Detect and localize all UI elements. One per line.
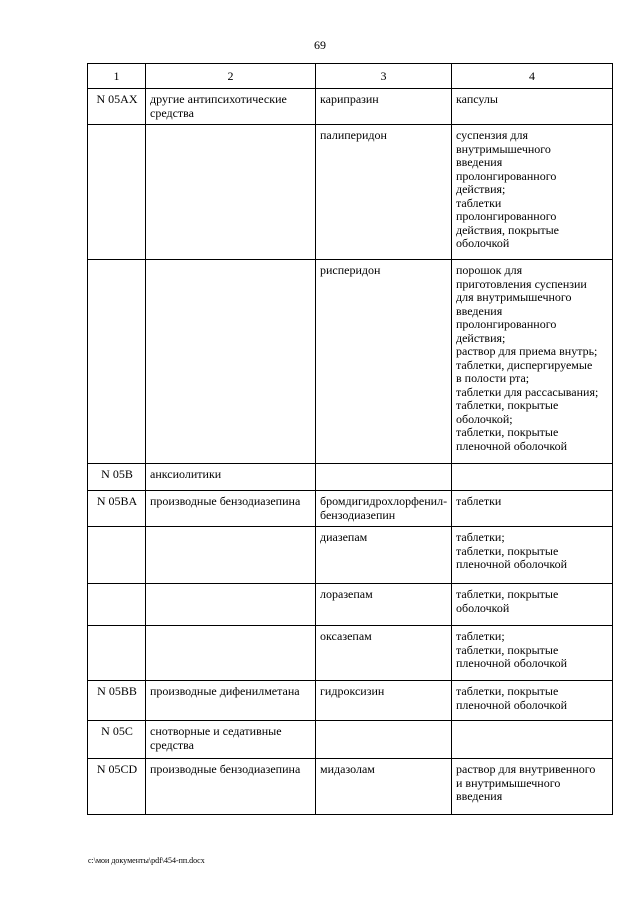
table-row bbox=[88, 464, 613, 491]
cell-text-line: таблетки bbox=[456, 494, 502, 508]
dosage-forms-cell bbox=[452, 584, 613, 626]
atc-code-cell: N 05AX bbox=[88, 89, 146, 125]
cell-text-line: другие антипсихотические bbox=[150, 92, 287, 106]
cell-text-line: пролонгированного bbox=[456, 209, 557, 223]
cell-text-line: таблетки, покрытые bbox=[456, 425, 559, 439]
group-name-cell bbox=[146, 89, 316, 125]
dosage-forms-cell bbox=[452, 125, 613, 260]
atc-code-cell: N 05C bbox=[88, 721, 146, 759]
group-name-cell bbox=[146, 527, 316, 584]
table-row bbox=[88, 89, 613, 125]
cell-text-line: мидазолам bbox=[320, 762, 375, 776]
dosage-forms-cell bbox=[452, 260, 613, 464]
cell-text-line: палиперидон bbox=[320, 128, 387, 142]
group-name-cell bbox=[146, 681, 316, 721]
table-row bbox=[88, 125, 613, 260]
substance-cell bbox=[316, 721, 452, 759]
table-row bbox=[88, 584, 613, 626]
cell-text-line: действия, покрытые bbox=[456, 222, 559, 237]
cell-text-line: производные бензодиазепина bbox=[150, 494, 301, 508]
cell-text-line: средства bbox=[150, 737, 195, 752]
cell-text-line: приготовления суспензии bbox=[456, 276, 587, 291]
substance-cell bbox=[316, 125, 452, 260]
substance-cell bbox=[316, 626, 452, 681]
substance-cell bbox=[316, 491, 452, 527]
footer-file-path: c:\мои документы\pdf\454-пп.docx bbox=[88, 856, 205, 865]
cell-text-line: пленочной оболочкой bbox=[456, 438, 568, 453]
group-name-cell bbox=[146, 491, 316, 527]
cell-text-line: таблетки; bbox=[456, 530, 505, 544]
cell-text-line: производные бензодиазепина bbox=[150, 762, 301, 776]
group-name-cell bbox=[146, 464, 316, 491]
substance-cell bbox=[316, 527, 452, 584]
cell-text-line: действия; bbox=[456, 182, 506, 196]
cell-text-line: таблетки, покрытые bbox=[456, 587, 559, 601]
dosage-forms-cell bbox=[452, 721, 613, 759]
atc-code-cell: N 05B bbox=[88, 464, 146, 491]
group-name-cell bbox=[146, 584, 316, 626]
table-row bbox=[88, 626, 613, 681]
atc-code-cell: N 05BB bbox=[88, 681, 146, 721]
cell-text-line: таблетки для рассасывания; bbox=[456, 384, 599, 399]
cell-text-line: производные дифенилметана bbox=[150, 684, 300, 698]
table-row bbox=[88, 527, 613, 584]
cell-text-line: пленочной оболочкой bbox=[456, 656, 568, 670]
atc-code-cell: N 05BA bbox=[88, 491, 146, 527]
atc-code-cell bbox=[88, 125, 146, 260]
atc-code-cell bbox=[88, 626, 146, 681]
cell-text-line: оболочкой bbox=[456, 600, 510, 615]
substance-cell bbox=[316, 260, 452, 464]
cell-text-line: таблетки; bbox=[456, 629, 505, 643]
cell-text-line: раствор для внутривенного bbox=[456, 762, 596, 776]
cell-text-line: порошок для bbox=[456, 263, 523, 277]
cell-text-line: снотворные и седативные bbox=[150, 724, 282, 738]
atc-code-cell bbox=[88, 260, 146, 464]
cell-text-line: оксазепам bbox=[320, 629, 372, 643]
cell-text-line: бензодиазепин bbox=[320, 507, 396, 522]
cell-text-line: действия; bbox=[456, 330, 506, 345]
cell-text-line: таблетки, диспергируемые bbox=[456, 357, 593, 372]
cell-text-line: средства bbox=[150, 105, 195, 120]
group-name-cell bbox=[146, 721, 316, 759]
atc-code-cell bbox=[88, 527, 146, 584]
substance-cell bbox=[316, 89, 452, 125]
group-name-cell bbox=[146, 759, 316, 815]
cell-text-line: введения bbox=[456, 789, 503, 803]
drug-table bbox=[87, 63, 613, 815]
cell-text-line: таблетки, покрытые bbox=[456, 684, 559, 698]
cell-text-line: пролонгированного bbox=[456, 168, 557, 183]
substance-cell bbox=[316, 759, 452, 815]
table-body bbox=[88, 89, 613, 815]
cell-text-line: гидроксизин bbox=[320, 684, 385, 698]
page-number: 69 bbox=[314, 38, 326, 52]
cell-text-line: бромдигидрохлорфенил- bbox=[320, 494, 448, 508]
cell-text-line: введения bbox=[456, 303, 503, 318]
table-row bbox=[88, 491, 613, 527]
cell-text-line: пленочной оболочкой bbox=[456, 557, 568, 571]
table-row bbox=[88, 260, 613, 464]
cell-text-line: раствор для приема внутрь; bbox=[456, 344, 598, 358]
cell-text-line: пленочной оболочкой bbox=[456, 697, 568, 712]
dosage-forms-cell bbox=[452, 527, 613, 584]
cell-text-line: внутримышечного bbox=[456, 141, 551, 156]
header-col-1: 1 bbox=[88, 64, 146, 89]
cell-text-line: таблетки, покрытые bbox=[456, 543, 559, 558]
cell-text-line: анксиолитики bbox=[150, 467, 222, 481]
table-row bbox=[88, 721, 613, 759]
group-name-cell bbox=[146, 260, 316, 464]
substance-cell bbox=[316, 464, 452, 491]
cell-text-line: в полости рта; bbox=[456, 371, 530, 385]
dosage-forms-cell bbox=[452, 681, 613, 721]
cell-text-line: оболочкой bbox=[456, 236, 510, 250]
atc-code-cell bbox=[88, 584, 146, 626]
group-name-cell bbox=[146, 125, 316, 260]
cell-text-line: капсулы bbox=[456, 92, 498, 106]
cell-text-line: таблетки bbox=[456, 195, 502, 210]
header-col-4: 4 bbox=[452, 64, 613, 89]
cell-text-line: оболочкой; bbox=[456, 411, 513, 426]
cell-text-line: лоразепам bbox=[320, 587, 373, 601]
header-col-3: 3 bbox=[316, 64, 452, 89]
cell-text-line: введения bbox=[456, 155, 503, 169]
group-name-cell bbox=[146, 626, 316, 681]
cell-text-line: для внутримышечного bbox=[456, 290, 572, 304]
cell-text-line: карипразин bbox=[320, 92, 379, 106]
dosage-forms-cell bbox=[452, 464, 613, 491]
cell-text-line: суспензия для bbox=[456, 128, 528, 142]
substance-cell bbox=[316, 681, 452, 721]
dosage-forms-cell bbox=[452, 89, 613, 125]
header-col-2: 2 bbox=[146, 64, 316, 89]
cell-text-line: диазепам bbox=[320, 530, 368, 544]
atc-code-cell: N 05CD bbox=[88, 759, 146, 815]
cell-text-line: таблетки, покрытые bbox=[456, 398, 559, 412]
cell-text-line: таблетки, покрытые bbox=[456, 642, 559, 657]
substance-cell bbox=[316, 584, 452, 626]
cell-text-line: и внутримышечного bbox=[456, 775, 561, 790]
table-row bbox=[88, 681, 613, 721]
cell-text-line: рисперидон bbox=[320, 263, 381, 277]
dosage-forms-cell bbox=[452, 626, 613, 681]
cell-text-line: пролонгированного bbox=[456, 317, 557, 331]
dosage-forms-cell bbox=[452, 491, 613, 527]
table-row bbox=[88, 759, 613, 815]
header-row bbox=[88, 64, 613, 89]
dosage-forms-cell bbox=[452, 759, 613, 815]
